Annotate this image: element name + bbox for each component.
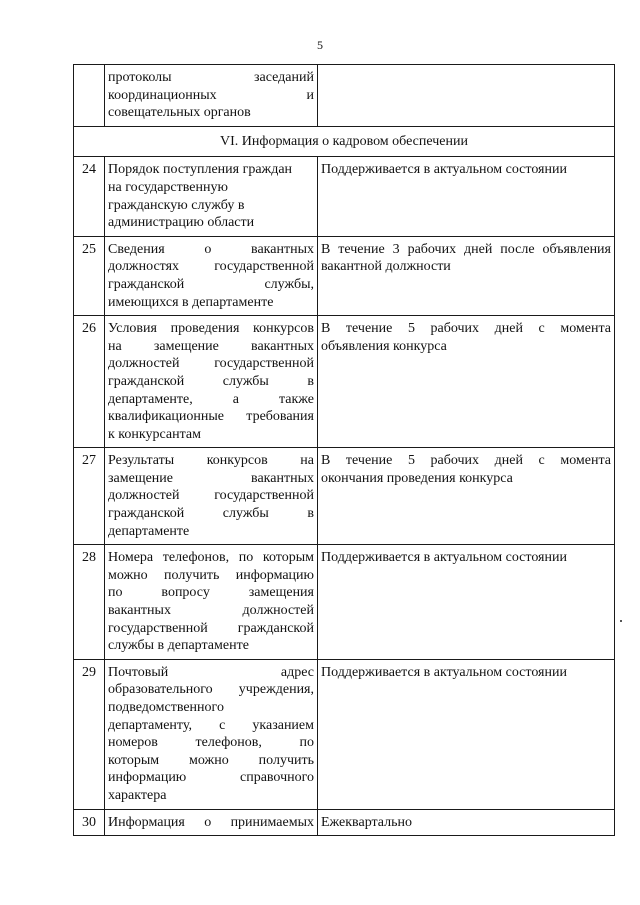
row-timing-cell: [318, 316, 615, 448]
description-line: которым можно получить: [108, 752, 314, 768]
description-line: характера: [108, 787, 167, 803]
table-row: [74, 448, 615, 545]
description-line: информацию справочного: [108, 770, 314, 786]
row-timing-cell: [318, 236, 615, 315]
table-row: [74, 809, 615, 836]
description-line: номеров телефонов, по: [108, 735, 314, 751]
row-number: 28: [74, 545, 105, 660]
timing-line: В течение 5 рабочих дней с момента: [321, 453, 611, 469]
timing-line: Поддерживается в актуальном состоянии: [321, 550, 567, 566]
row-description-cell: [105, 157, 318, 236]
description-line: гражданскую службу в: [108, 197, 245, 213]
description-line: должностей государственной: [108, 488, 314, 504]
description-line: Почтовый адрес: [108, 664, 314, 680]
table-row: [74, 659, 615, 809]
description-line: гражданской службы в: [108, 506, 314, 522]
description-line: по вопросу замещения: [108, 585, 314, 601]
row-description-cell: [105, 448, 318, 545]
row-timing-cell: [318, 545, 615, 660]
row-description-cell: [105, 236, 318, 315]
description-line: на государственную: [108, 179, 228, 195]
section-header: VI. Информация о кадровом обеспечении: [74, 126, 615, 157]
description-line: Порядок поступления граждан: [108, 162, 293, 178]
description-line: вакантных должностей: [108, 603, 314, 619]
description-line: квалификационные требования: [108, 409, 314, 425]
timing-line: окончания проведения конкурса: [321, 470, 513, 486]
table-row: [74, 236, 615, 315]
description-line: должностях государственной: [108, 259, 314, 275]
description-line: образовательного учреждения,: [108, 682, 314, 698]
row-description-cell: [105, 545, 318, 660]
row-timing-cell: [318, 157, 615, 236]
info-table: [73, 64, 615, 836]
description-line: Условия проведения конкурсов: [108, 321, 314, 337]
row-number: 29: [74, 659, 105, 809]
row-number: 30: [74, 809, 105, 836]
description-line: координационных и: [108, 87, 314, 103]
description-line: можно получить информацию: [108, 567, 314, 583]
description-line: департаменту, с указанием: [108, 717, 314, 733]
table-row: [74, 316, 615, 448]
description-line: к конкурсантам: [108, 426, 201, 442]
page-number: 5: [317, 38, 323, 52]
row-number: 24: [74, 157, 105, 236]
row-description-cell: [105, 809, 318, 836]
timing-line: В течение 5 рабочих дней с момента: [321, 321, 611, 337]
scan-speck: [620, 620, 622, 622]
description-line: должностей государственной: [108, 356, 314, 372]
timing-line: Поддерживается в актуальном состоянии: [321, 664, 567, 680]
timing-line: объявления конкурса: [321, 338, 447, 354]
timing-line: В течение 3 рабочих дней после объявления: [321, 241, 611, 257]
row-timing-cell: [318, 659, 615, 809]
description-line: гражданской службы в: [108, 373, 314, 389]
table-row: [74, 545, 615, 660]
row-timing-cell: [318, 448, 615, 545]
row-timing-cell: [318, 809, 615, 836]
description-line: гражданской службы,: [108, 276, 314, 292]
description-line: Результаты конкурсов на: [108, 453, 314, 469]
description-line: администрацию области: [108, 215, 255, 231]
table-row: [74, 157, 615, 236]
row-timing-cell: [318, 65, 615, 127]
timing-line: Ежеквартально: [321, 814, 412, 830]
row-number: 26: [74, 316, 105, 448]
row-description-cell: [105, 659, 318, 809]
row-number: 27: [74, 448, 105, 545]
description-line: службы в департаменте: [108, 638, 249, 654]
description-line: департаменте, а также: [108, 391, 314, 407]
table-row-continued: [74, 65, 615, 127]
description-line: протоколы заседаний: [108, 70, 314, 85]
row-number: 25: [74, 236, 105, 315]
timing-line: вакантной должности: [321, 259, 451, 275]
description-line: Сведения о вакантных: [108, 241, 314, 257]
description-line: имеющихся в департаменте: [108, 294, 274, 310]
description-line: Номера телефонов, по которым: [108, 550, 314, 566]
description-line: департаменте: [108, 523, 190, 539]
row-number-cell: [74, 65, 105, 127]
row-description-cell: [105, 65, 318, 127]
description-line: подведомственного: [108, 700, 224, 715]
section-header-row: [74, 126, 615, 157]
row-description-cell: [105, 316, 318, 448]
description-line: замещение вакантных: [108, 470, 314, 486]
description-line: совещательных органов: [108, 105, 251, 121]
description-line: государственной гражданской: [108, 620, 314, 636]
description-line: Информация о принимаемых: [108, 814, 314, 830]
timing-line: Поддерживается в актуальном состоянии: [321, 162, 567, 178]
description-line: на замещение вакантных: [108, 338, 314, 354]
